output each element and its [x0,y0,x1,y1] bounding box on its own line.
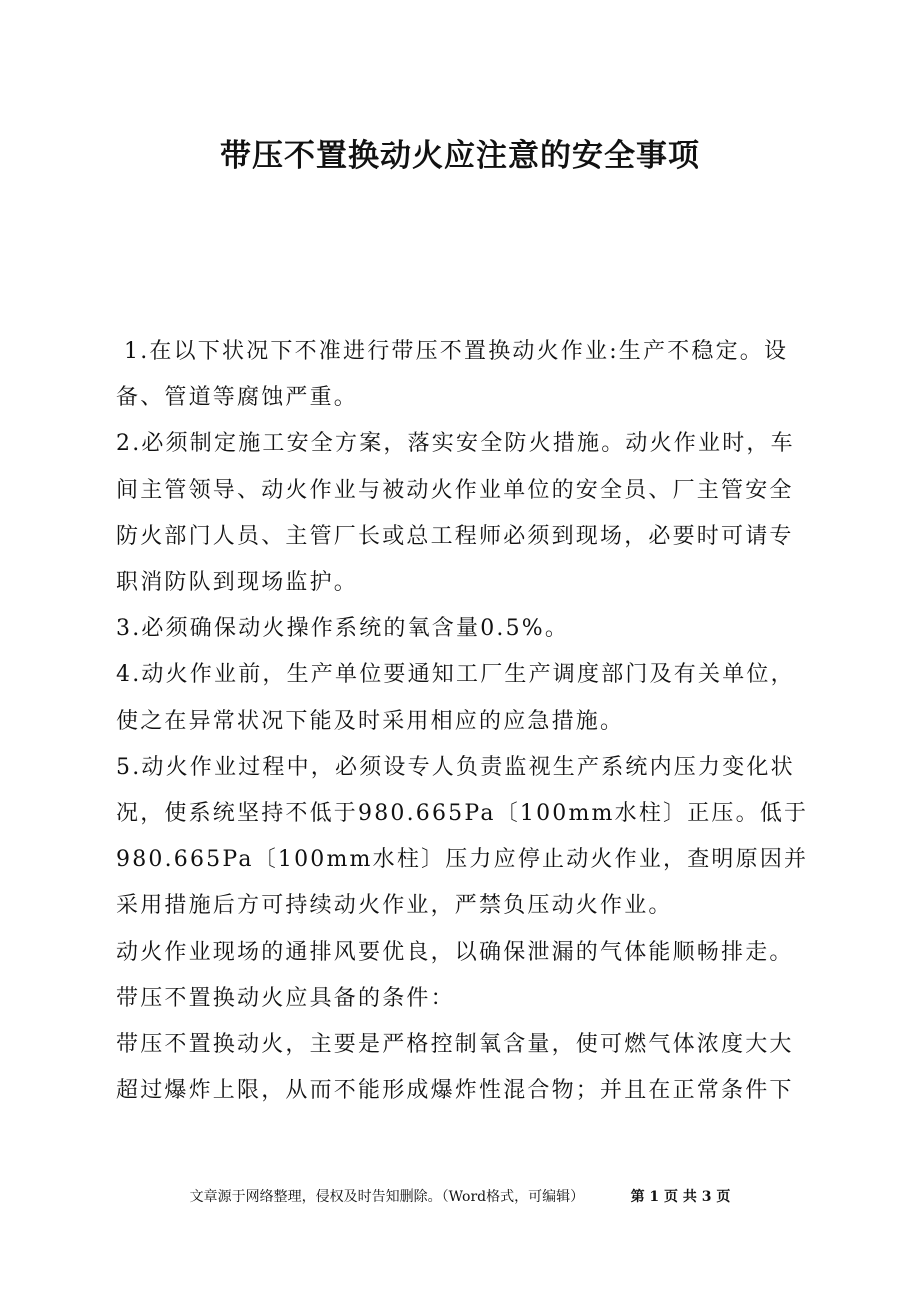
footer-note: 文章源于网络整理，侵权及时告知删除。（Word格式，可编辑） [189,1189,585,1205]
paragraph-7: 带压不置换动火应具备的条件： [116,985,455,1011]
document-title: 带压不置换动火应注意的安全事项 [220,138,700,174]
paragraph-6: 动火作业现场的通排风要优良，以确保泄漏的气体能顺畅排走。 [116,939,794,965]
page-number: 第 1 页 共 3 页 [630,1189,731,1205]
paragraph-4: 4.动火作业前，生产单位要通知工厂生产调度部门及有关单位，使之在异常状况下能及时采用相应的应急措施。 [116,662,795,734]
paragraph-5: 5.动火作业过程中，必须设专人负责监视生产系统内压力变化状况，使系统坚持不低于980.665Pa〔100mm水柱〕正压。低于980.665Pa〔100mm水柱〕压力应停止动火作业，查明原因并采用措施后方可持续动火作业，严禁负压动火作业。 [116,754,809,919]
paragraph-1: 1.在以下状况下不准进行带压不置换动火作业:生产不稳定。设备、管道等腐蚀严重。 [116,339,789,411]
paragraph-8: 带压不置换动火，主要是严格控制氧含量，使可燃气体浓度大大超过爆炸上限，从而不能形成爆炸性混合物；并且在正常条件下 [116,1032,794,1104]
document-body [116,329,810,1114]
paragraph-3: 3.必须确保动火操作系统的氧含量0.5%。 [116,616,570,642]
paragraph-2: 2.必须制定施工安全方案，落实安全防火措施。动火作业时，车间主管领导、动火作业与被动火作业单位的安全员、厂主管安全防火部门人员、主管厂长或总工程师必须到现场，必要时可请专职消防队到现场监护。 [116,431,795,596]
page-footer [0,1185,920,1209]
